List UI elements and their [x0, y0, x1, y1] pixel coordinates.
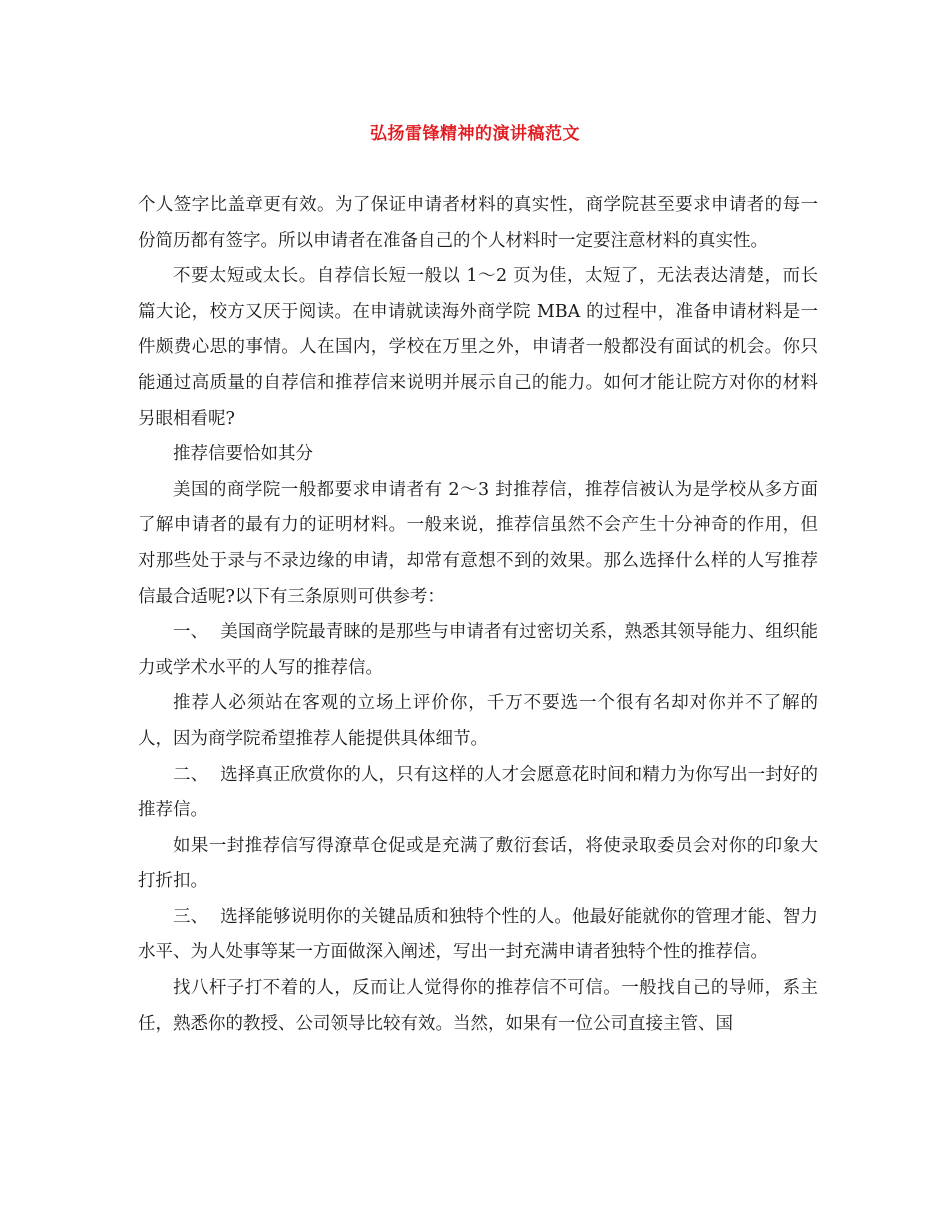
- numbered-paragraph: [138, 758, 818, 829]
- document-body: [138, 188, 818, 1042]
- paragraph-text: 美国商学院最青睐的是那些与申请者有过密切关系，熟悉其领导能力、组织能力或学术水平的人写的推荐信。: [138, 622, 819, 678]
- paragraph: [138, 437, 818, 473]
- paragraph-text: 个人签字比盖章更有效。为了保证申请者材料的真实性，商学院甚至要求申请者的每一份简历都有签字。所以申请者在准备自己的个人材料时一定要注意材料的真实性。: [138, 195, 818, 251]
- paragraph-text: 美国的商学院一般都要求申请者有 2～3 封推荐信，推荐信被认为是学校从多方面了解申请者的最有力的证明材料。一般来说，推荐信虽然不会产生十分神奇的作用，但对那些处于录与不录边缘的申请，却常有意想不到的效果。那么选择什么样的人写推荐信最合适呢?以下有三条原则可供参考：: [138, 479, 818, 607]
- paragraph: [138, 686, 818, 757]
- paragraph-text: 不要太短或太长。自荐信长短一般以 1～2 页为佳，太短了，无法表达清楚，而长篇大论，校方又厌于阅读。在申请就读海外商学院 MBA 的过程中，准备申请材料是一件颇费心思的事情。人在国内，学校在万里之外，申请者一般都没有面试的机会。你只能通过高质量的自荐信和推荐信来说明并展示自己的能力。如何才能让院方对你的材料另眼相看呢?: [138, 266, 818, 429]
- paragraph: [138, 829, 818, 900]
- paragraph-text: 如果一封推荐信写得潦草仓促或是充满了敷衍套话，将使录取委员会对你的印象大打折扣。: [138, 835, 818, 892]
- paragraph: [138, 259, 818, 437]
- list-marker: 一、: [173, 622, 209, 643]
- document-title: 弘扬雷锋精神的演讲稿范文: [370, 124, 580, 144]
- paragraph-text: 选择能够说明你的关键品质和独特个性的人。他最好能就你的管理才能、智力水平、为人处事等某一方面做深入阐述，写出一封充满申请者独特个性的推荐信。: [138, 906, 819, 963]
- paragraph-text: 找八杆子打不着的人，反而让人觉得你的推荐信不可信。一般找自己的导师，系主任，熟悉你的教授、公司领导比较有效。当然，如果有一位公司直接主管、国: [138, 978, 818, 1034]
- paragraph-text: 推荐人必须站在客观的立场上评价你，千万不要选一个很有名却对你并不了解的人，因为商学院希望推荐人能提供具体细节。: [138, 693, 818, 749]
- paragraph: [138, 971, 818, 1042]
- paragraph: [138, 473, 818, 615]
- numbered-paragraph: [138, 900, 818, 971]
- paragraph: [138, 188, 818, 259]
- paragraph-text: 推荐信要恰如其分: [173, 444, 313, 465]
- numbered-paragraph: [138, 615, 818, 686]
- paragraph-text: 选择真正欣赏你的人，只有这样的人才会愿意花时间和精力为你写出一封好的推荐信。: [138, 764, 819, 821]
- list-marker: 二、: [173, 764, 209, 785]
- list-marker: 三、: [173, 906, 209, 927]
